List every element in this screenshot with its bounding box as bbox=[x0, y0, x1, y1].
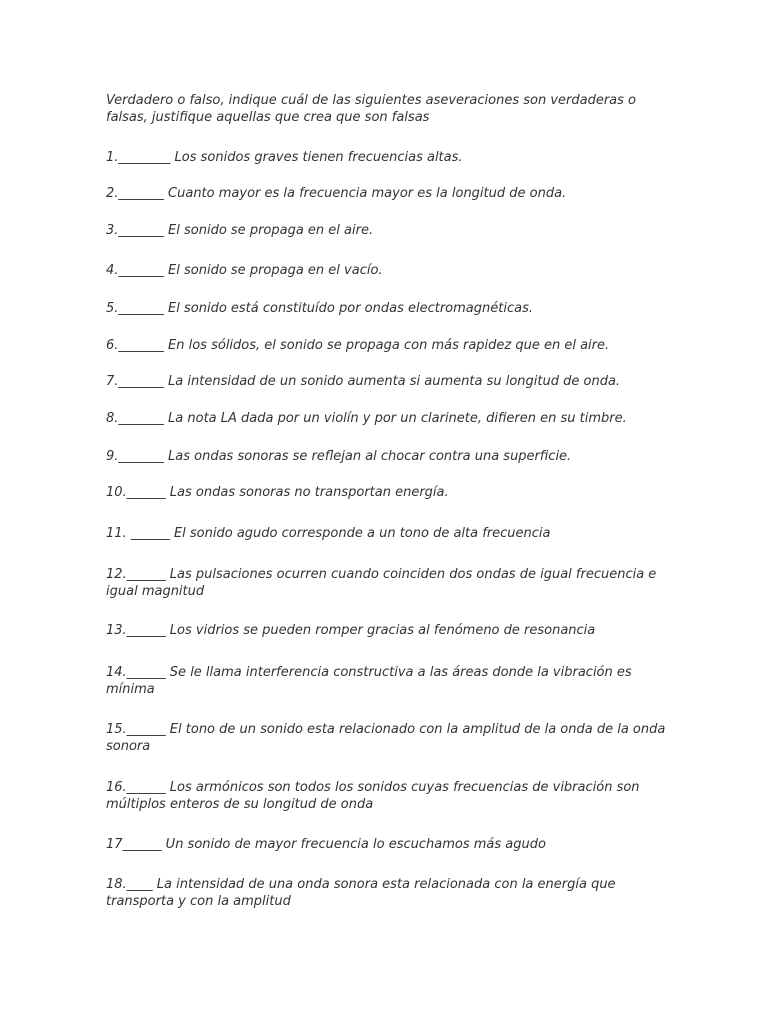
question-item: 8._______ La nota LA dada por un violín y por un clarinete, difieren en su timbre. bbox=[106, 411, 627, 426]
question-item: 5._______ El sonido está constituído por ondas electromagnéticas. bbox=[106, 301, 533, 316]
question-item: 7._______ La intensidad de un sonido aumenta si aumenta su longitud de onda. bbox=[106, 374, 621, 389]
question-item: 15.______ El tono de un sonido esta relacionado con la amplitud de la onda de la onda sonora bbox=[106, 722, 666, 754]
question-item: 14.______ Se le llama interferencia constructiva a las áreas donde la vibración es mínima bbox=[106, 665, 632, 697]
question-item: 11. ______ El sonido agudo corresponde a un tono de alta frecuencia bbox=[106, 526, 551, 541]
question-item: 10.______ Las ondas sonoras no transportan energía. bbox=[106, 485, 449, 500]
question-item: 17______ Un sonido de mayor frecuencia lo escuchamos más agudo bbox=[106, 837, 546, 852]
question-item: 12.______ Las pulsaciones ocurren cuando coinciden dos ondas de igual frecuencia e igual magnitud bbox=[106, 567, 657, 599]
question-item: 18.____ La intensidad de una onda sonora esta relacionada con la energía que transporta y con la amplitud bbox=[106, 877, 616, 909]
instructions-text: Verdadero o falso, indique cuál de las siguientes aseveraciones son verdaderas o falsas, justifique aquellas que crea que son falsas bbox=[106, 93, 636, 125]
question-item: 2._______ Cuanto mayor es la frecuencia mayor es la longitud de onda. bbox=[106, 186, 567, 201]
question-item: 9._______ Las ondas sonoras se reflejan al chocar contra una superficie. bbox=[106, 449, 572, 464]
question-item: 13.______ Los vidrios se pueden romper gracias al fenómeno de resonancia bbox=[106, 623, 596, 638]
question-item: 16.______ Los armónicos son todos los sonidos cuyas frecuencias de vibración son múltiplos enteros de su longitud de onda bbox=[106, 780, 640, 812]
question-item: 6._______ En los sólidos, el sonido se propaga con más rapidez que en el aire. bbox=[106, 338, 610, 353]
question-item: 4._______ El sonido se propaga en el vacío. bbox=[106, 263, 383, 278]
question-item: 3._______ El sonido se propaga en el aire. bbox=[106, 223, 374, 238]
question-item: 1.________ Los sonidos graves tienen frecuencias altas. bbox=[106, 150, 463, 165]
